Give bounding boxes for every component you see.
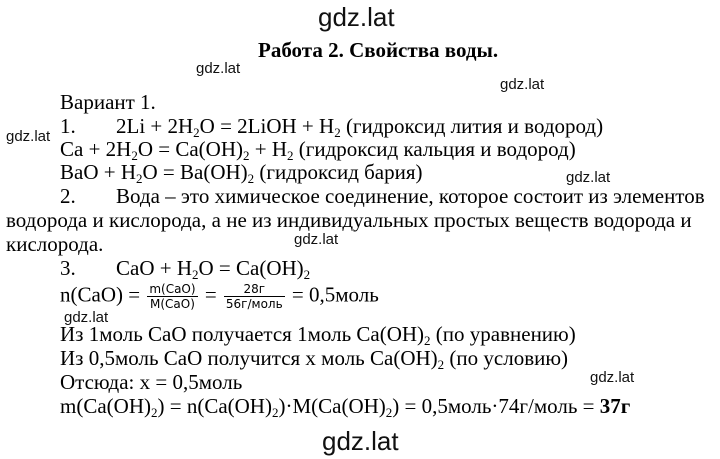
task1-number: 1. (60, 114, 76, 138)
page-title: Работа 2. Свойства воды. (258, 38, 499, 62)
reaction-barium: BaO + $H_2O = Ba(OH)_2$ (гидроксид бария) (60, 160, 423, 186)
variant-heading: Вариант 1. (60, 90, 156, 114)
watermark: gdz.lat (590, 369, 635, 386)
task3-number: 3. (60, 256, 76, 280)
watermark: gdz.lat (64, 309, 109, 326)
reaction-cao: CaO + $H_2O = Ca(OH)_2$ (116, 256, 311, 282)
moles-calculation: n(CaO) = $\frac{\text{m(CaO)}}{\text{M(CaO)}}$ = $\frac{28г}{\text{56г/моль}}$ = 0,5моль (60, 282, 379, 311)
watermark: gdz.lat (6, 128, 51, 145)
task3-line-condition: Из 0,5моль CaO получится х моль $Ca(OH)_2$ (по условию) (60, 346, 569, 372)
watermark-top: gdz.lat (318, 2, 395, 32)
fraction-mass-over-molar: $\frac{\text{m(CaO)}}{\text{M(CaO)}}$ (149, 282, 196, 311)
watermark: gdz.lat (294, 231, 339, 248)
task2-number: 2. (60, 184, 76, 208)
watermark: gdz.lat (196, 60, 241, 77)
task2-line1: Вода – это химическое соединение, которое состоит из элементов (116, 184, 705, 208)
watermark: gdz.lat (500, 76, 545, 93)
reaction-lithium: $2Li + 2H_2O$ = 2LiOH + $H_2$ (гидроксид лития и водород) (116, 114, 604, 140)
watermark: gdz.lat (566, 169, 611, 186)
task2-line3: кислорода. (6, 232, 104, 256)
task3-final-mass: $m(Ca(OH)_2) = n(Ca(OH)_2)\cdot M(Ca(OH)_2)$ = 0,5моль·74г/моль = 37г (60, 394, 631, 420)
fraction-values: $\frac{28г}{\text{56г/моль}}$ (225, 282, 283, 311)
final-answer: 37г (599, 394, 631, 418)
task3-line-result-x: Отсюда: х = 0,5моль (60, 370, 243, 394)
watermark-bottom: gdz.lat (322, 426, 399, 456)
task3-line-equation: Из 1моль CaO получается 1моль $Ca(OH)_2$ (по уравнению) (60, 322, 576, 348)
reaction-calcium: $Ca + 2H_2O = Ca(OH)_2 + H_2$ (гидроксид кальция и водород) (60, 137, 576, 163)
task2-line2: водорода и кислорода, а не из индивидуальных простых веществ водорода и (6, 208, 692, 232)
